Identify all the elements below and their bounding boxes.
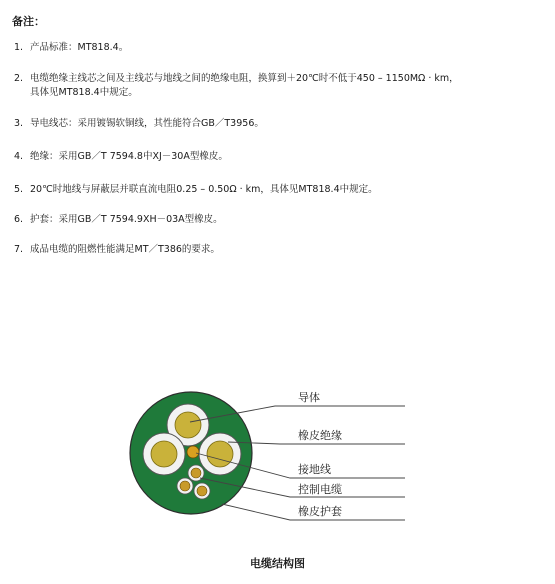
note-text: 电缆绝缘主线芯之间及主线芯与地线之间的绝缘电阻，换算到＋20℃时不低于450 – 1150MΩ · km， [30,73,459,84]
note-number: 6. [14,214,24,225]
label-conductor: 导体 [298,391,320,404]
note-number: 5. [14,184,24,195]
control-cable [194,483,210,499]
label-ground-wire: 接地线 [298,463,331,476]
ground-wire [187,446,199,458]
power-core [199,433,241,475]
note-number: 3. [14,118,24,129]
note-text: 成品电缆的阻燃性能满足MT／T386的要求。 [30,244,220,255]
note-number: 1. [14,42,24,53]
label-rubber-sheath: 橡皮护套 [298,505,342,518]
note-number: 2. [14,73,24,84]
note-item [14,213,223,227]
note-item [14,150,228,164]
note-item [14,183,378,197]
note-text: 产品标准：MT818.4。 [30,42,129,53]
control-cable [177,478,193,494]
note-text: 护套：采用GB／T 7594.9XH－03A型橡皮。 [30,214,223,225]
note-number: 7. [14,244,24,255]
notes-title: 备注： [12,15,45,28]
diagram-caption: 电缆结构图 [250,557,305,570]
note-text: 20℃时地线与屏蔽层并联直流电阻0.25 – 0.50Ω · km，具体见MT818.4中规定。 [30,184,378,195]
note-item [14,41,128,55]
note-item [14,243,220,257]
cable-cross-section-diagram [0,370,555,550]
note-text: 导电线芯：采用镀锡软铜线，其性能符合GB／T3956。 [30,118,264,129]
note-text-continued: 具体见MT818.4中规定。 [30,87,138,98]
note-text: 绝缘：采用GB／T 7594.8中XJ－30A型橡皮。 [30,151,228,162]
power-core [143,433,185,475]
note-item [14,117,264,131]
note-item [14,72,459,100]
label-control-cable: 控制电缆 [298,483,342,496]
note-number: 4. [14,151,24,162]
label-rubber-insulation: 橡皮绝缘 [298,429,342,442]
